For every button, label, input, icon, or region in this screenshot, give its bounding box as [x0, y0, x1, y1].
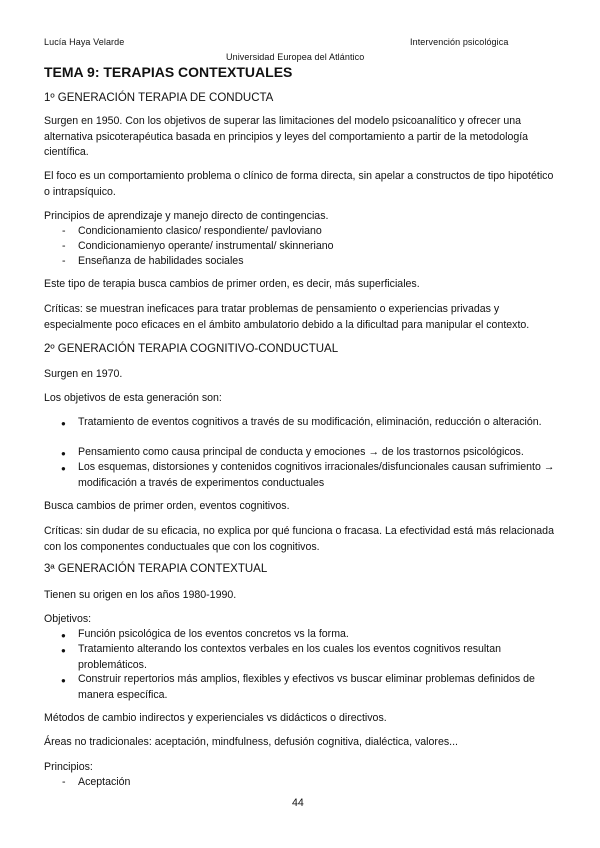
bullet-icon: ●	[61, 449, 66, 458]
page-number: 44	[292, 797, 304, 809]
list-item: Función psicológica de los eventos concretos vs la forma.	[78, 628, 349, 640]
section-heading-first-gen: 1º GENERACIÓN TERAPIA DE CONDUCTA	[44, 92, 274, 104]
list-item: Condicionamiento clasico/ respondiente/ pavloviano	[78, 225, 322, 237]
paragraph: Surgen en 1950. Con los objetivos de superar las limitaciones del modelo psicoanalítico y ofrecer una alternativa psicoterapéutica basada en principios y leyes del comportamiento a partir de la metodología científica.	[44, 115, 529, 158]
bullet-icon: ●	[61, 646, 66, 655]
paragraph: Principios de aprendizaje y manejo directo de contingencias.	[44, 210, 329, 222]
list-item: Enseñanza de habilidades sociales	[78, 255, 244, 267]
list-item: Tratamiento alterando los contextos verbales en los cuales los eventos cognitivos resultan problemáticos.	[78, 643, 501, 671]
paragraph: Métodos de cambio indirectos y experienciales vs didácticos o directivos.	[44, 712, 387, 724]
dash-marker: -	[62, 776, 66, 788]
dash-marker: -	[62, 225, 66, 237]
list-item: Aceptación	[78, 776, 131, 788]
list-item: Pensamiento como causa principal de conducta y emociones → de los trastornos psicológicos.	[78, 446, 524, 458]
header-subject: Intervención psicológica	[410, 37, 509, 47]
principles-label: Principios:	[44, 761, 93, 773]
section-heading-second-gen: 2º GENERACIÓN TERAPIA COGNITIVO-CONDUCTUAL	[44, 343, 339, 355]
header-author: Lucía Haya Velarde	[44, 37, 125, 47]
paragraph: Surgen en 1970.	[44, 368, 123, 380]
paragraph: Busca cambios de primer orden, eventos cognitivos.	[44, 500, 290, 512]
paragraph: Los objetivos de esta generación son:	[44, 392, 222, 404]
list-item: Condicionamienyo operante/ instrumental/ skinneriano	[78, 240, 334, 252]
bullet-icon: ●	[61, 676, 66, 685]
paragraph: Áreas no tradicionales: aceptación, mindfulness, defusión cognitiva, dialéctica, valores...	[44, 736, 458, 748]
objectives-label: Objetivos:	[44, 613, 92, 625]
list-item: Construir repertorios más amplios, flexibles y efectivos vs buscar eliminar problemas definidos de manera específica.	[78, 673, 535, 701]
bullet-icon: ●	[61, 419, 66, 428]
list-item: Los esquemas, distorsiones y contenidos cognitivos irracionales/disfuncionales causan sufrimiento → modificación a través de experimentos conductuales	[78, 461, 555, 489]
paragraph: Tienen su origen en los años 1980-1990.	[44, 589, 237, 601]
paragraph: Este tipo de terapia busca cambios de primer orden, es decir, más superficiales.	[44, 278, 420, 290]
dash-marker: -	[62, 240, 66, 252]
list-item: Tratamiento de eventos cognitivos a través de su modificación, eliminación, reducción o alteración.	[78, 416, 542, 428]
dash-marker: -	[62, 255, 66, 267]
header-university: Universidad Europea del Atlántico	[226, 52, 365, 62]
paragraph: Críticas: se muestran ineficaces para tratar problemas de pensamiento o experiencias privadas y especialmente poco eficaces en el ámbito ambulatorio debido a la dificultad para manipular el contexto.	[44, 303, 530, 331]
bullet-icon: ●	[61, 464, 66, 473]
bullet-icon: ●	[61, 631, 66, 640]
page-title: TEMA 9: TERAPIAS CONTEXTUALES	[44, 64, 293, 80]
paragraph: El foco es un comportamiento problema o clínico de forma directa, sin apelar a constructos de tipo hipotético o intrapsíquico.	[44, 170, 554, 198]
paragraph: Críticas: sin dudar de su eficacia, no explica por qué funciona o fracasa. La efectividad está más relacionada con los componentes conductuales que con los cognitivos.	[44, 525, 554, 553]
section-heading-third-gen: 3ª GENERACIÓN TERAPIA CONTEXTUAL	[44, 563, 268, 575]
